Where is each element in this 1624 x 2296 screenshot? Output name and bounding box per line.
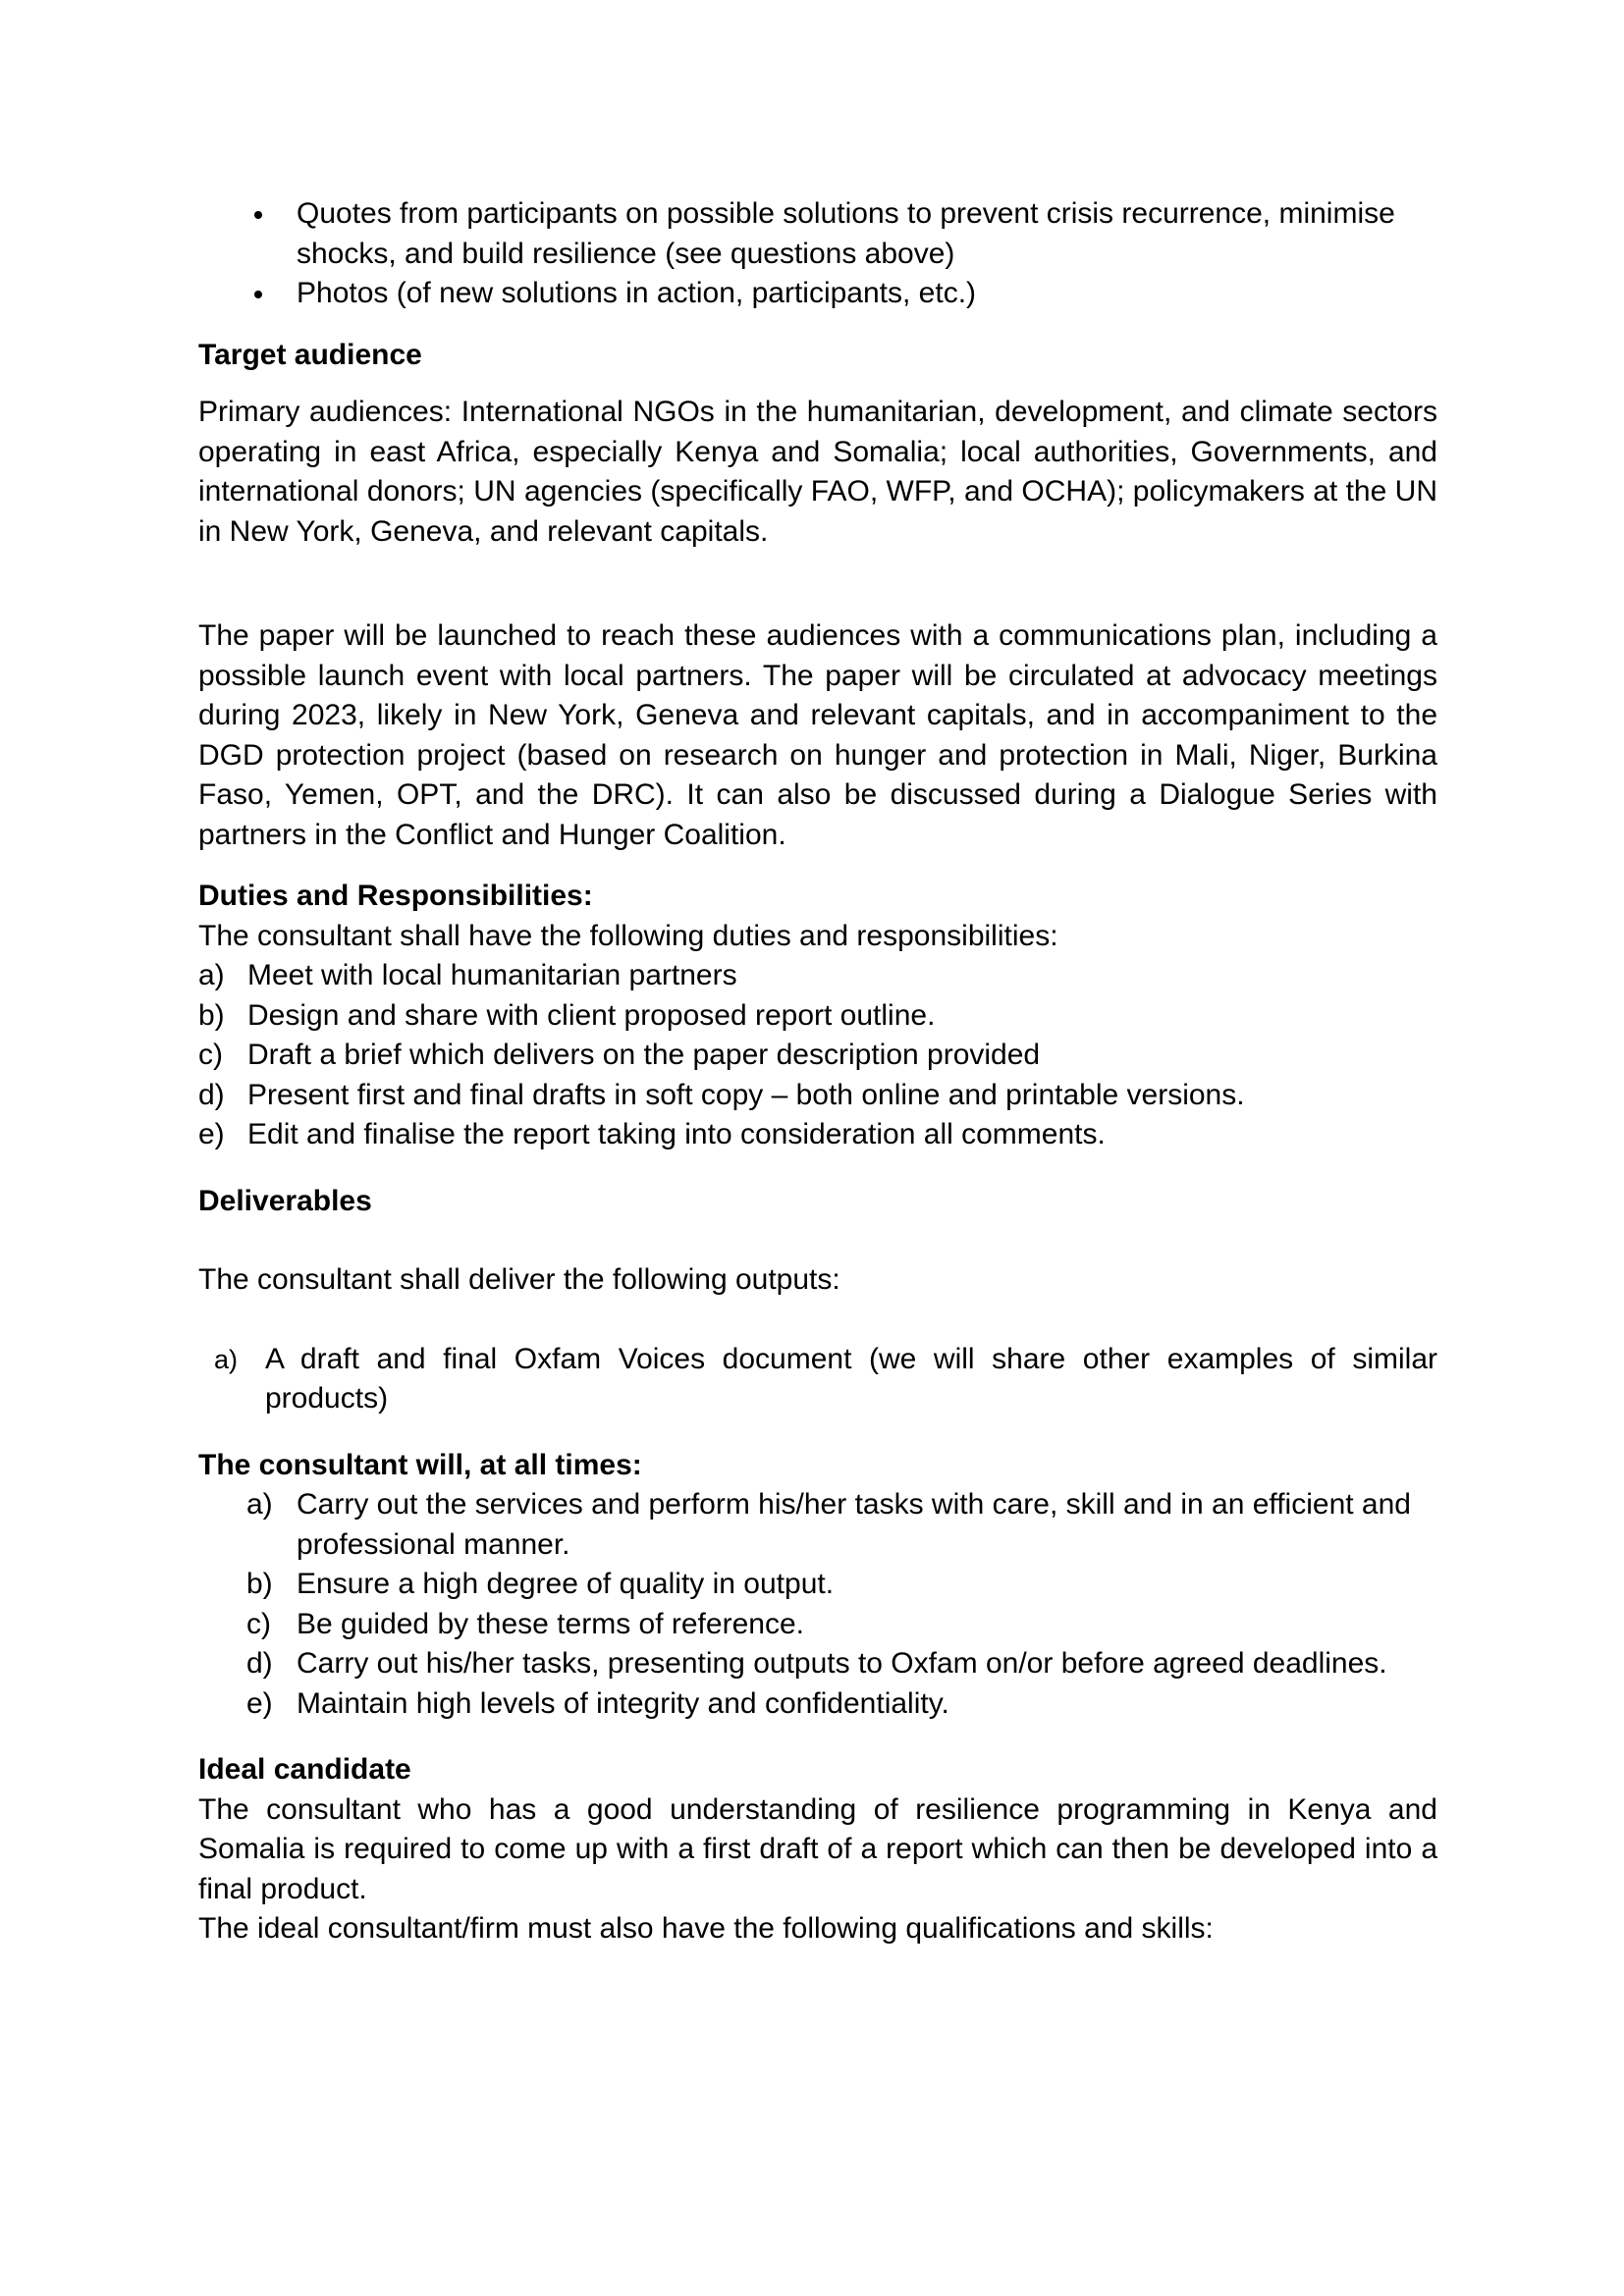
list-item xyxy=(198,956,1437,996)
list-item xyxy=(198,1485,1437,1565)
list-marker: a) xyxy=(214,1344,239,1374)
list-item xyxy=(198,1565,1437,1605)
list-item-text: Carry out the services and perform his/her tasks with care, skill and in an efficient and professional manner. xyxy=(297,1488,1411,1561)
list-item xyxy=(198,274,1437,314)
list-item-text: Meet with local humanitarian partners xyxy=(247,959,737,991)
duties-list xyxy=(198,956,1437,1155)
list-marker: b) xyxy=(198,998,225,1032)
list-item-text: Design and share with client proposed report outline. xyxy=(247,998,936,1032)
bullet-text: Quotes from participants on possible solutions to prevent crisis recurrence, minimise shocks, and build resilience (see questions above) xyxy=(297,197,1395,270)
duties-intro: The consultant shall have the following duties and responsibilities: xyxy=(198,919,1058,952)
list-item xyxy=(198,996,1437,1037)
list-item xyxy=(198,1036,1437,1076)
ideal-candidate-heading: Ideal candidate xyxy=(198,1753,411,1786)
list-item-text: Maintain high levels of integrity and confidentiality. xyxy=(297,1686,949,1720)
at-all-times-heading: The consultant will, at all times: xyxy=(198,1448,642,1481)
document-page xyxy=(198,194,1437,1949)
list-item xyxy=(198,1340,1437,1419)
duties-heading: Duties and Responsibilities: xyxy=(198,880,593,912)
list-item xyxy=(198,1684,1437,1725)
list-item-text: A draft and final Oxfam Voices document (we will share other examples of similar products) xyxy=(265,1342,1437,1415)
list-item xyxy=(198,1644,1437,1684)
list-item xyxy=(198,1115,1437,1155)
list-marker: c) xyxy=(246,1607,271,1640)
list-marker: e) xyxy=(246,1686,273,1720)
intro-bullet-list xyxy=(198,194,1437,314)
list-item-text: Draft a brief which delivers on the paper description provided xyxy=(247,1039,1041,1071)
list-item xyxy=(198,1076,1437,1116)
list-item-text: Edit and finalise the report taking into consideration all comments. xyxy=(247,1118,1106,1150)
deliverables-intro: The consultant shall deliver the following outputs: xyxy=(198,1263,840,1296)
list-item-text: Be guided by these terms of reference. xyxy=(297,1607,804,1640)
bullet-icon xyxy=(254,211,262,219)
ideal-candidate-paragraph: The consultant who has a good understanding of resilience programming in Kenya and Somalia is required to come up with a first draft of a report which can then be developed into a final product. xyxy=(198,1792,1437,1905)
list-marker: a) xyxy=(246,1488,273,1521)
deliverables-heading: Deliverables xyxy=(198,1184,372,1217)
list-marker: a) xyxy=(198,959,225,991)
list-marker: d) xyxy=(246,1647,273,1680)
launch-paragraph: The paper will be launched to reach these audiences with a communications plan, including a possible launch event with local partners. The paper will be circulated at advocacy meetings during 2023, likely in New York, Geneva and relevant capitals, and in accompaniment to the DGD protection project (based on research on hunger and protection in Mali, Niger, Burkina Faso, Yemen, OPT, and the DRC). It can also be discussed during a Dialogue Series with partners in the Conflict and Hunger Coalition. xyxy=(198,619,1437,851)
target-audience-heading: Target audience xyxy=(198,338,422,371)
at-all-times-list xyxy=(198,1485,1437,1724)
list-marker: d) xyxy=(198,1078,225,1111)
list-item-text: Present first and final drafts in soft copy – both online and printable versions. xyxy=(247,1078,1245,1111)
list-marker: b) xyxy=(246,1568,273,1600)
qualifications-intro: The ideal consultant/firm must also have the following qualifications and skills: xyxy=(198,1912,1214,1945)
list-item xyxy=(198,194,1437,274)
list-item-text: Ensure a high degree of quality in output. xyxy=(297,1568,835,1600)
list-item-text: Carry out his/her tasks, presenting outputs to Oxfam on/or before agreed deadlines. xyxy=(297,1647,1387,1680)
list-marker: e) xyxy=(198,1118,225,1150)
list-marker: c) xyxy=(198,1039,223,1071)
bullet-text: Photos (of new solutions in action, participants, etc.) xyxy=(297,277,977,309)
target-audience-paragraph: Primary audiences: International NGOs in the humanitarian, development, and climate sectors operating in east Africa, especially Kenya and Somalia; local authorities, Governments, and international donors; UN agencies (specifically FAO, WFP, and OCHA); policymakers at the UN in New York, Geneva, and relevant capitals. xyxy=(198,396,1437,548)
list-item xyxy=(198,1605,1437,1645)
bullet-icon xyxy=(254,291,262,298)
